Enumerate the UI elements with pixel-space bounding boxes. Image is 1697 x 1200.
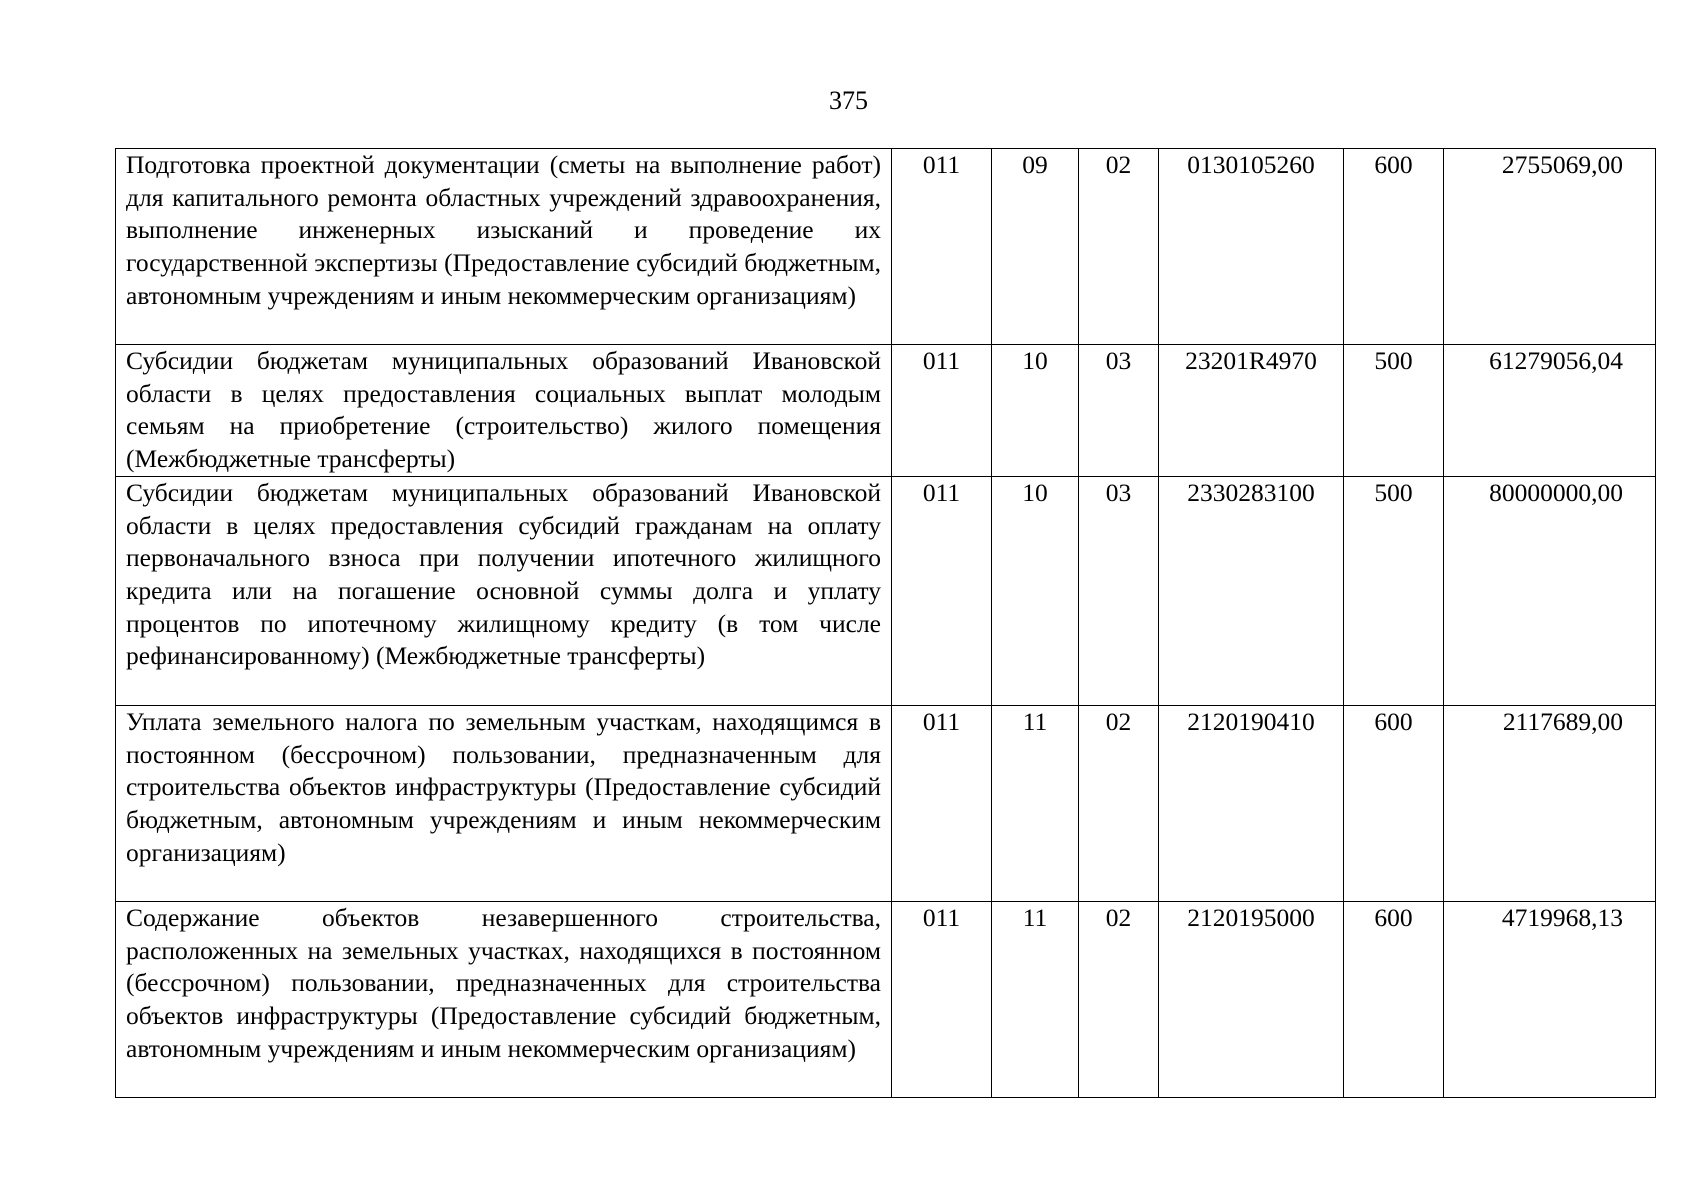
subsection-code: 02 — [1079, 149, 1159, 345]
target-article-code: 2330283100 — [1159, 476, 1344, 705]
section-code: 10 — [992, 476, 1079, 705]
target-article-code: 23201R4970 — [1159, 345, 1344, 477]
expense-description: Субсидии бюджетам муниципальных образований Ивановской области в целях предоставления социальных выплат молодым семьям на приобретение (строительство) жилого помещения (Межбюджетные трансферты) — [116, 345, 892, 477]
ministry-code: 011 — [892, 476, 992, 705]
target-article-code: 0130105260 — [1159, 149, 1344, 345]
ministry-code: 011 — [892, 705, 992, 901]
expense-type-code: 600 — [1344, 901, 1444, 1097]
table-row — [116, 345, 1656, 477]
amount: 61279056,04 — [1444, 345, 1656, 477]
budget-table — [115, 148, 1656, 1098]
expense-type-code: 600 — [1344, 705, 1444, 901]
table-row — [116, 476, 1656, 705]
ministry-code: 011 — [892, 149, 992, 345]
amount: 2117689,00 — [1444, 705, 1656, 901]
amount: 4719968,13 — [1444, 901, 1656, 1097]
subsection-code: 02 — [1079, 705, 1159, 901]
amount: 2755069,00 — [1444, 149, 1656, 345]
expense-type-code: 600 — [1344, 149, 1444, 345]
expense-description: Субсидии бюджетам муниципальных образований Ивановской области в целях предоставления субсидий гражданам на оплату первоначального взноса при получении ипотечного жилищного кредита или на погашение основной суммы долга и уплату процентов по ипотечному жилищному кредиту (в том числе рефинансированному) (Межбюджетные трансферты) — [116, 476, 892, 705]
target-article-code: 2120195000 — [1159, 901, 1344, 1097]
expense-description: Уплата земельного налога по земельным участкам, находящимся в постоянном (бессрочном) пользовании, предназначенным для строительства объектов инфраструктуры (Предоставление субсидий бюджетным, автономным учреждениям и иным некоммерческим организациям) — [116, 705, 892, 901]
section-code: 09 — [992, 149, 1079, 345]
ministry-code: 011 — [892, 901, 992, 1097]
expense-type-code: 500 — [1344, 345, 1444, 477]
expense-type-code: 500 — [1344, 476, 1444, 705]
ministry-code: 011 — [892, 345, 992, 477]
section-code: 11 — [992, 901, 1079, 1097]
section-code: 10 — [992, 345, 1079, 477]
expense-description: Подготовка проектной документации (сметы на выполнение работ) для капитального ремонта областных учреждений здравоохранения, выполнение инженерных изысканий и проведение их государственной экспертизы (Предоставление субсидий бюджетным, автономным учреждениям и иным некоммерческим организациям) — [116, 149, 892, 345]
amount: 80000000,00 — [1444, 476, 1656, 705]
page-number: 375 — [829, 86, 868, 115]
section-code: 11 — [992, 705, 1079, 901]
table-row — [116, 149, 1656, 345]
subsection-code: 03 — [1079, 476, 1159, 705]
subsection-code: 02 — [1079, 901, 1159, 1097]
subsection-code: 03 — [1079, 345, 1159, 477]
target-article-code: 2120190410 — [1159, 705, 1344, 901]
expense-description: Содержание объектов незавершенного строительства, расположенных на земельных участках, находящихся в постоянном (бессрочном) пользовании, предназначенных для строительства объектов инфраструктуры (Предоставление субсидий бюджетным, автономным учреждениям и иным некоммерческим организациям) — [116, 901, 892, 1097]
table-row — [116, 901, 1656, 1097]
table-row — [116, 705, 1656, 901]
